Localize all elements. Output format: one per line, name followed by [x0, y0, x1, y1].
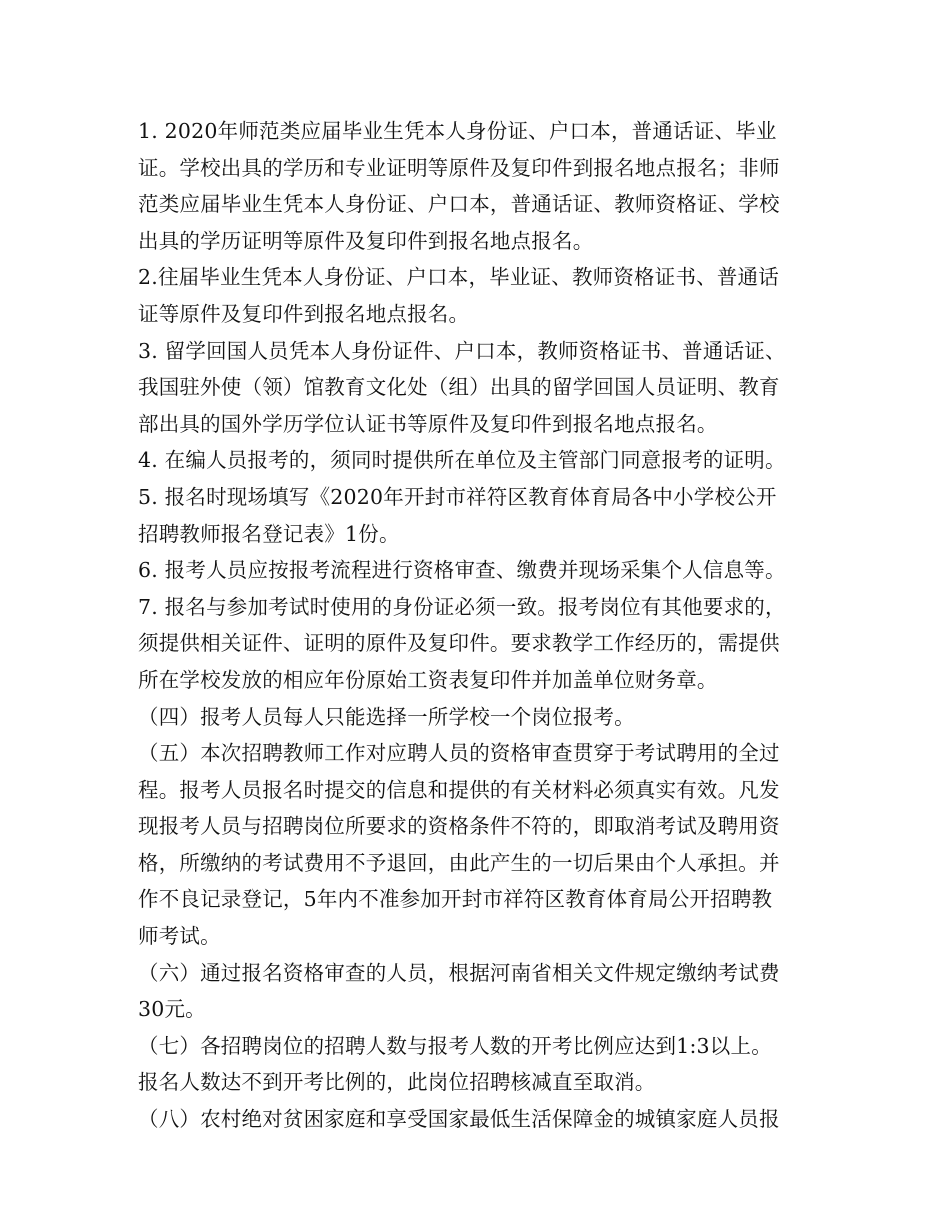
text-line: 7. 报名与参加考试时使用的身份证必须一致。报考岗位有其他要求的， [138, 594, 786, 619]
text-line: 所在学校发放的相应年份原始工资表复印件并加盖单位财务章。 [138, 667, 718, 692]
text-line: 程。报考人员报名时提交的信息和提供的有关材料必须真实有效。凡发 [138, 777, 780, 802]
text-line: 报名人数达不到开考比例的，此岗位招聘核减直至取消。 [138, 1070, 656, 1095]
text-line: 部出具的国外学历学位认证书等原件及复印件到报名地点报名。 [138, 411, 718, 436]
text-line: （七）各招聘岗位的招聘人数与报考人数的开考比例应达到1:3以上。 [138, 1033, 772, 1058]
text-line: （八）农村绝对贫困家庭和享受国家最低生活保障金的城镇家庭人员报 [138, 1107, 780, 1132]
text-line: 2.往届毕业生凭本人身份证、户口本，毕业证、教师资格证书、普通话 [138, 265, 779, 290]
text-line: 范类应届毕业生凭本人身份证、户口本，普通话证、教师资格证、学校 [138, 192, 780, 217]
text-line: 我国驻外使（领）馆教育文化处（组）出具的留学回国人员证明、教育 [138, 375, 780, 400]
text-line: 师考试。 [138, 924, 221, 949]
text-line: 招聘教师报名登记表》1份。 [138, 521, 400, 546]
text-line: （六）通过报名资格审查的人员，根据河南省相关文件规定缴纳考试费 [138, 960, 780, 985]
text-line: 格，所缴纳的考试费用不予退回，由此产生的一切后果由个人承担。并 [138, 850, 780, 875]
text-line: 出具的学历证明等原件及复印件到报名地点报名。 [138, 228, 594, 253]
text-line: 5. 报名时现场填写《2020年开封市祥符区教育体育局各中小学校公开 [138, 484, 777, 509]
text-line: 证。学校出具的学历和专业证明等原件及复印件到报名地点报名；非师 [138, 155, 780, 180]
text-line: 1. 2020年师范类应届毕业生凭本人身份证、户口本，普通话证、毕业 [138, 119, 777, 143]
text-line: 现报考人员与招聘岗位所要求的资格条件不符的，即取消考试及聘用资 [138, 814, 780, 839]
text-line: 4. 在编人员报考的，须同时提供所在单位及主管部门同意报考的证明。 [138, 448, 786, 473]
text-line: 3. 留学回国人员凭本人身份证件、户口本，教师资格证书、普通话证、 [138, 338, 786, 363]
text-line: 30元。 [138, 997, 206, 1022]
text-line: （四）报考人员每人只能选择一所学校一个岗位报考。 [138, 704, 635, 729]
text-line: 须提供相关证件、证明的原件及复印件。要求教学工作经历的，需提供 [138, 631, 780, 656]
text-line: 作不良记录登记，5年内不准参加开封市祥符区教育体育局公开招聘教 [138, 887, 773, 912]
text-line: 6. 报考人员应按报考流程进行资格审查、缴费并现场采集个人信息等。 [138, 558, 786, 583]
document-body [138, 113, 828, 1138]
text-line: （五）本次招聘教师工作对应聘人员的资格审查贯穿于考试聘用的全过 [138, 741, 780, 766]
text-line: 证等原件及复印件到报名地点报名。 [138, 301, 470, 326]
